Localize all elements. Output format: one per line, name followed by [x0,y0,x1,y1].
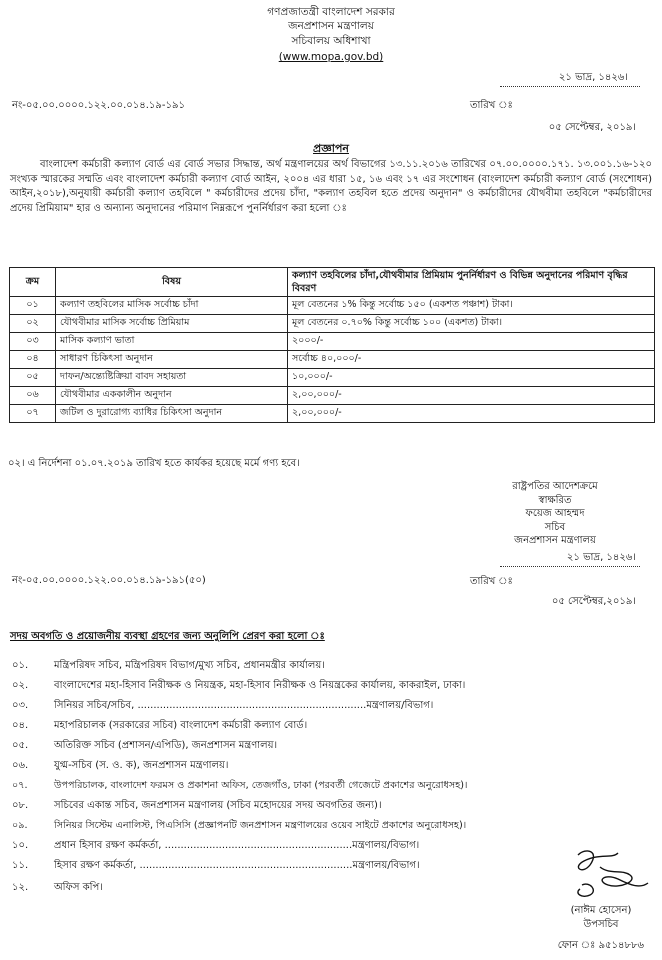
govt-name: গণপ্রজাতন্ত্রী বাংলাদেশ সরকার [267,6,395,18]
date-divider [500,86,640,87]
list-item: ১০. প্রধান হিসাব রক্ষণ কর্মকর্তা, ...........................................................মন্ত্রণালয়/বিভাগ। [12,840,420,851]
list-item: ০৩. সিনিয়র সচিব/সচিব, ........................................................................মন্ত্রণালয়/বিভাগ। [12,700,434,711]
table-header-row [10,268,655,297]
table-header-serial: ক্রম [10,268,56,297]
handwritten-signature [560,845,655,905]
memo2-date-en: ০৫ সেপ্টেম্বর,২০১৯। [551,596,636,607]
row-subject: যৌথবীমার এককালীন অনুদান [56,387,288,405]
row-serial: ০২ [10,315,56,333]
ministry-name: জনপ্রশাসন মন্ত্রণালয় [288,20,374,32]
page-title: প্রজ্ঞাপন [313,142,349,155]
list-item: ০১. মন্ত্রিপরিষদ সচিব, মন্ত্রিপরিষদ বিভাগ/মুখ্য সচিব, প্রধানমন্ত্রীর কার্যালয়। [12,660,325,671]
memo1-number: নং-০৫.০০.০০০০.১২২.০০.০১৪.১৯-১৯১ [12,100,185,111]
row-detail: ২,০০,০০০/- [288,387,655,405]
website-link[interactable]: (www.mopa.gov.bd) [278,51,384,63]
list-item: ০৯. সিনিয়র সিস্টেম এনালিস্ট, পিএসিসি (প্রজ্ঞাপনটি জনপ্রশাসন মন্ত্রণালয়ের ওয়েব সাইটে প্রকাশের অনুরোধসহ)। [12,820,467,831]
row-serial: ০৬ [10,387,56,405]
signature-block-deputy [540,904,662,931]
row-subject: জটিল ও দুরারোগ্য ব্যাধির চিকিৎসা অনুদান [56,405,288,423]
deputy-designation: উপসচিব [583,918,619,930]
table-row [10,405,655,423]
deputy-name: (নাঈম হোসেন) [570,905,632,916]
wing-name: সচিবালয় অধিশাখা [291,35,371,47]
table-row [10,369,655,387]
signatory-title: সচিব [544,521,566,533]
row-serial: ০৭ [10,405,56,423]
row-detail: ২,০০,০০০/- [288,405,655,423]
row-serial: ০৪ [10,351,56,369]
list-item: ০৬. যুগ্ম-সচিব (স. ও. ক), জনপ্রশাসন মন্ত্রণালয়। [12,760,229,771]
table-row [10,387,655,405]
list-item: ০৮. সচিবের একান্ত সচিব, জনপ্রশাসন মন্ত্রণালয় (সচিব মহোদয়ের সদয় অবগতির জন্য)। [12,800,382,811]
signatory-name: ফয়েজ আহম্মদ [525,508,585,519]
effective-note: ০২। এ নির্দেশনা ০১.০৭.২০১৯ তারিখ হতে কার্যকর হয়েছে মর্মে গণ্য হবে। [8,458,300,469]
phone-number: ফোন ঃ ৯৫১৪৮৮৬ [557,940,644,951]
signatory-ministry: জনপ্রশাসন মন্ত্রণালয় [514,535,596,546]
list-item: ১১. হিসাব রক্ষণ কর্মকর্তা, ...................................................................মন্ত্রণালয়/বিভাগ। [12,860,420,871]
list-item: ০৫. অতিরিক্ত সচিব (প্রশাসন/এপিডি), জনপ্রশাসন মন্ত্রণালয়। [12,740,278,751]
table-row [10,351,655,369]
list-item: ০৭. উপপরিচালক, বাংলাদেশ ফরমস ও প্রকাশনা অফিস, তেজগাঁও, ঢাকা (পরবর্তী গেজেটে প্রকাশের অনুরোধসহ)। [12,780,468,791]
memo1-date-en: ০৫ সেপ্টেম্বর, ২০১৯। [548,122,636,133]
memo1-date-label: তারিখ ঃ [470,100,513,111]
memo2-date-label: তারিখ ঃ [470,576,513,587]
table-row [10,297,655,315]
memo2-number: নং-০৫.০০.০০০০.১২২.০০.০১৪.১৯-১৯১(৫০) [12,575,206,586]
memo1-date-bn: ২১ ভাদ্র, ১৪২৬। [558,72,628,83]
list-item: ০২. বাংলাদেশের মহা-হিসাব নিরীক্ষক ও নিয়ন্ত্রক, মহা-হিসাব নিরীক্ষক ও নিয়ন্ত্রকের কার্যালয়, কাকরাইল, ঢাকা। [12,680,466,691]
row-subject: মাসিক কল্যাণ ভাতা [56,333,288,351]
row-detail: ২০০০/- [288,333,655,351]
row-serial: ০১ [10,297,56,315]
table-row [10,315,655,333]
row-detail: মূল বেতনের ১% কিন্তু সর্বোচ্চ ১৫০ (একশত পঞ্চাশ) টাকা। [288,297,655,315]
row-detail: ১০,০০০/- [288,369,655,387]
list-item: ০৪. মহাপরিচালক (সরকারের সচিব) বাংলাদেশ কর্মচারী কল্যাণ বোর্ড। [12,720,308,731]
signed-line: স্বাক্ষরিত [538,494,572,506]
contribution-table [9,267,655,423]
signature-block-secretary [460,480,650,548]
table-header-subject: বিষয় [56,268,288,297]
list-item: ১২. অফিস কপি। [12,882,103,893]
row-serial: ০৫ [10,369,56,387]
table-header-detail: কল্যাণ তহবিলের চাঁদা,যৌথবীমার প্রিমিয়াম পুনর্নির্ধারণ ও বিভিন্ন অনুদানের পরিমাণ বৃদ্ধির বিবরণ [288,268,655,297]
memo2-date-bn: ২১ ভাদ্র, ১৪২৬। [566,552,636,563]
row-subject: যৌথবীমার মাসিক সর্বোচ্চ প্রিমিয়াম [56,315,288,333]
order-line: রাষ্ট্রপতির আদেশক্রমে [512,481,598,492]
table-row [10,333,655,351]
row-subject: দাফন/অন্ত্যেষ্টিক্রিয়া বাবদ সহায়তা [56,369,288,387]
row-subject: সাধারণ চিকিৎসা অনুদান [56,351,288,369]
row-detail: সর্বোচ্চ ৪০,০০০/- [288,351,655,369]
body-paragraph: বাংলাদেশ কর্মচারী কল্যাণ বোর্ড এর বোর্ড সভার সিদ্ধান্ত, অর্থ মন্ত্রণালয়ের অর্থ বিভাগের ১৩.১১.২০১৬ তারিখের ০৭.০০.০০০০.১৭১. ১৩.০০১.১৬-১২০ সংখ্যক স্মারকের সম্মতি এবং বাংলাদেশ কর্মচারী কল্যাণ বোর্ড আইন, ২০০৪ এর ধারা ১৫, ১৬ এবং ১৭ এর সংশোধন (বাংলাদেশ কর্মচারী কল্যাণ বোর্ড (সংশোধন) আইন,২০১৮),অনুযায়ী কর্মচারী কল্যাণ তহবিলে " কর্মচারীদের প্রদেয় চাঁদা, "কল্যাণ তহবিল হতে প্রদেয় অনুদান" ও কর্মচারীদের যৌথবীমা তহবিলে "কর্মচারীদের প্রদেয় প্রিমিয়াম" হার ও অন্যান্য অনুদানের পরিমাণ নিম্নরূপে পুনর্নির্ধারণ করা হলো ঃ [10,159,652,214]
row-serial: ০৩ [10,333,56,351]
date-divider [500,566,640,567]
distribution-heading: সদয় অবগতি ও প্রয়োজনীয় ব্যবস্থা গ্রহণের জন্য অনুলিপি প্রেরণ করা হলো ঃ [10,631,325,642]
row-subject: কল্যাণ তহবিলের মাসিক সর্বোচ্চ চাঁদা [56,297,288,315]
row-detail: মূল বেতনের ০.৭০% কিন্তু সর্বোচ্চ ১০০ (একশত) টাকা। [288,315,655,333]
